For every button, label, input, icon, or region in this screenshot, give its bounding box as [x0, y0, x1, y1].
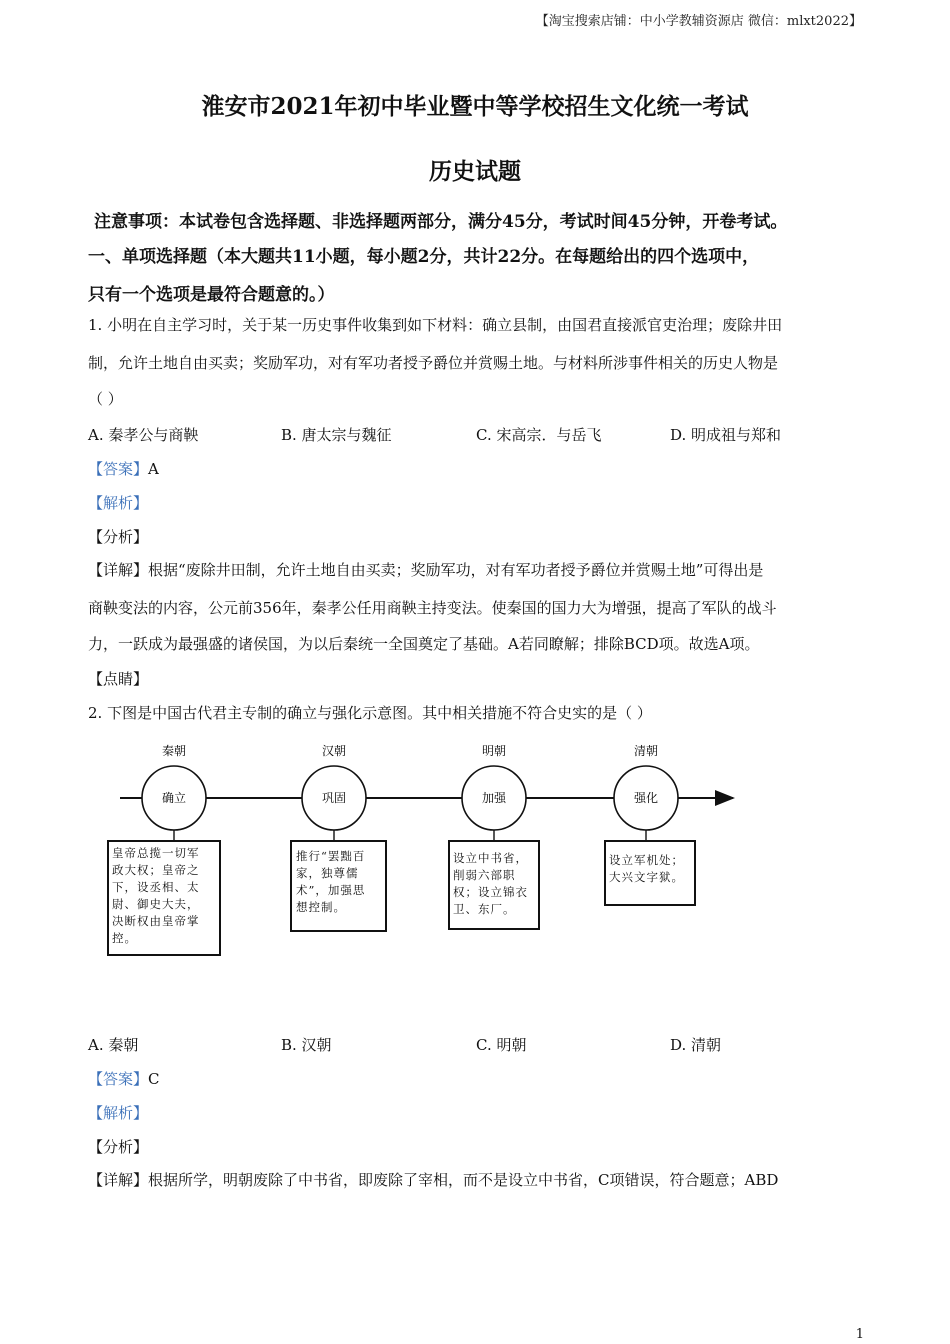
q2-answer-value: C: [148, 1070, 160, 1088]
q1-detail-line1: [88, 559, 763, 580]
node-label-qing: 强化: [633, 791, 659, 805]
box-text-qing: [609, 852, 694, 886]
q1-answer-tag: 【答案】: [88, 460, 149, 478]
q1-stem-line2: 制，允许土地自由买卖；奖励军功，对有军功者授予爵位并赏赐土地。与材料所涉事件相关的历史人物是: [88, 354, 779, 372]
box-text-ming: [453, 850, 538, 918]
q2-answer: [88, 1068, 160, 1089]
notice: 注意事项：本试卷包含选择题、非选择题两部分，满分45分，考试时间45分钟，开卷考试。: [94, 212, 788, 232]
dynasty-label-qing: 清朝: [633, 744, 659, 758]
q2-fenxi: 【分析】: [88, 1138, 149, 1156]
box-qing-line: 大兴文字狱。: [609, 870, 684, 884]
autocracy-diagram: [100, 735, 750, 975]
q1-answer: [88, 458, 159, 479]
q2-answer-tag: 【答案】: [88, 1070, 149, 1088]
q1-detail-line2: 商鞅变法的内容，公元前356年，秦孝公任用商鞅主持变法。使秦国的国力大为增强，提高了军队的战斗: [88, 599, 777, 617]
q1-analysis-tag: 【解析】: [88, 494, 149, 512]
box-qin-line: 政大权；皇帝之: [112, 863, 200, 877]
q1-option-c: C. 宋高宗．与岳飞: [476, 426, 602, 444]
q2-detail-tag: 【详解】: [88, 1171, 149, 1189]
q1-option-b: B. 唐太宗与魏征: [281, 426, 392, 444]
q2-option-a: A. 秦朝: [88, 1036, 139, 1054]
box-qin-line: 下，设丞相、太: [112, 880, 200, 894]
box-ming-line: 设立中书省，: [453, 851, 528, 865]
q2-option-d: D. 清朝: [670, 1036, 722, 1054]
section-heading-line1: 一、单项选择题（本大题共11小题，每小题2分，共计22分。在每题给出的四个选项中，: [88, 247, 760, 267]
dynasty-label-han: 汉朝: [321, 744, 347, 758]
box-han-line: 想控制。: [296, 900, 346, 914]
q2-option-b: B. 汉朝: [281, 1036, 332, 1054]
box-ming-line: 权；设立锦衣: [453, 885, 528, 899]
box-qin-line: 决断权由皇帝掌: [112, 914, 200, 928]
box-han-line: 术”，加强思: [296, 883, 366, 897]
box-qin-line: 皇帝总揽一切军: [112, 846, 200, 860]
q1-stem-line1: 1. 小明在自主学习时，关于某一历史事件收集到如下材料：确立县制，由国君直接派官吏治理；废除井田: [88, 316, 783, 334]
exam-title: 淮安市2021年初中毕业暨中等学校招生文化统一考试: [201, 93, 749, 120]
q2-option-c: C. 明朝: [476, 1036, 527, 1054]
dynasty-label-ming: 明朝: [481, 744, 507, 758]
q2-detail-line1: [88, 1169, 778, 1190]
header-note: 【淘宝搜索店铺：中小学教辅资源店 微信：mlxt2022】: [535, 14, 862, 29]
q2-analysis-tag: 【解析】: [88, 1104, 149, 1122]
dynasty-label-qin: 秦朝: [161, 744, 187, 758]
box-text-qin: [112, 845, 218, 947]
box-ming-line: 削弱六部职: [453, 868, 516, 882]
q1-detail-line3: 力，一跃成为最强盛的诸侯国，为以后秦统一全国奠定了基础。A若同瞭解；排除BCD项。故选A项。: [88, 635, 760, 653]
box-han-line: 家，独尊儒: [296, 866, 359, 880]
page-number: 1: [855, 1327, 864, 1342]
q1-option-a: A. 秦孝公与商鞅: [88, 426, 199, 444]
node-label-han: 巩固: [321, 791, 347, 805]
box-han-line: 推行“罢黜百: [296, 849, 366, 863]
exam-subtitle: 历史试题: [429, 158, 521, 185]
box-ming-line: 卫、东厂。: [453, 902, 516, 916]
q1-option-d: D. 明成祖与郑和: [670, 426, 782, 444]
q1-fenxi: 【分析】: [88, 528, 149, 546]
box-qin-line: 尉、御史大夫，: [112, 897, 200, 911]
node-label-qin: 确立: [161, 791, 187, 805]
section-heading-line2: 只有一个选项是最符合题意的。）: [88, 285, 335, 305]
box-qing-line: 设立军机处；: [609, 853, 684, 867]
box-text-han: [296, 848, 384, 916]
node-label-ming: 加强: [481, 791, 507, 805]
q2-detail-text: 根据所学，明朝废除了中书省，即废除了宰相，而不是设立中书省，C项错误，符合题意；ABD: [148, 1171, 779, 1189]
q1-answer-value: A: [148, 460, 159, 478]
diagram-svg: [100, 735, 750, 975]
q1-dianjing: 【点睛】: [88, 670, 149, 688]
box-qin-line: 控。: [112, 931, 137, 945]
q1-stem-line3: （ ）: [88, 390, 123, 408]
q1-detail-text: 根据“废除井田制，允许土地自由买卖；奖励军功，对有军功者授予爵位并赏赐土地”可得出是: [148, 561, 764, 579]
q2-stem: 2. 下图是中国古代君主专制的确立与强化示意图。其中相关措施不符合史实的是（ ）: [88, 704, 652, 722]
q1-detail-tag: 【详解】: [88, 561, 149, 579]
